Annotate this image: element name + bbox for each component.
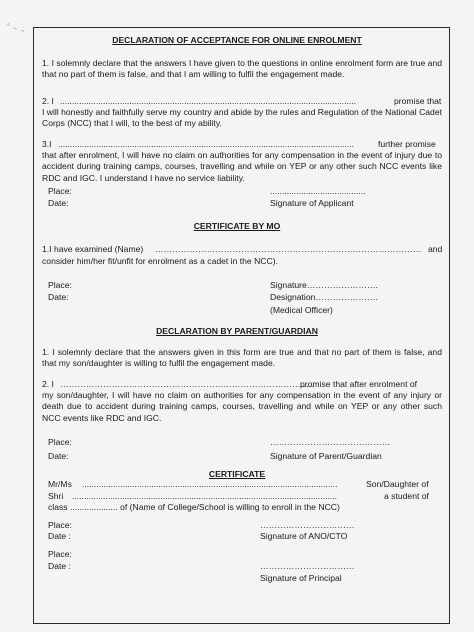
section2-designation: Designation………………….: [270, 292, 378, 302]
section2-line1-start: 1.I have examined (Name): [42, 244, 144, 254]
section2-date-label: Date:: [48, 292, 69, 302]
section1-para3-start: 3.I: [42, 139, 52, 149]
section4-date2-label: Date :: [48, 561, 71, 571]
section1-para2-start: 2. I: [42, 96, 54, 106]
section4-mrms-end: Son/Daughter of: [366, 479, 429, 489]
section3-signature-label: Signature of Parent/Guardian: [270, 451, 382, 461]
section1-para2-rest: I will honestly and faithfully serve my country and abide by the rules and Regulation of the National Cadet Corps (NCC) that I will, to the best of my ability.: [42, 107, 442, 129]
section2-signature: Signature…………………….: [270, 280, 378, 290]
section1-date-label: Date:: [48, 198, 69, 208]
section4-place-label: Place:: [48, 520, 72, 530]
section3-para2-start: 2. I: [42, 379, 54, 389]
section1-signature-line: ........................................: [270, 186, 366, 196]
section3-para2-end: promise that after enrolment of: [300, 379, 418, 389]
section1-para3-end: further promise: [378, 139, 436, 149]
section1-title: DECLARATION OF ACCEPTANCE FOR ONLINE ENROLMENT: [112, 35, 362, 45]
section1-place-label: Place:: [48, 186, 72, 196]
section2-line1-end: and: [428, 244, 443, 254]
section4-principal-signature-label: Signature of Principal: [260, 573, 342, 583]
section4-principal-signature-line: ……………………………: [260, 561, 355, 571]
section4-date-label: Date :: [48, 531, 71, 541]
section3-para2-dots: ……………………………………………………………………………..: [60, 379, 314, 389]
section1-signature-label: Signature of Applicant: [270, 198, 354, 208]
section4-shri-end: a student of: [384, 491, 429, 501]
section1-para2-end: promise that: [394, 96, 442, 106]
section2-medical-officer: (Medical Officer): [270, 305, 333, 315]
section1-para3-dots: ............................................................................................................................: [58, 139, 355, 149]
section4-mrms-dots: ...........................................................................................................: [82, 479, 338, 489]
section2-title: CERTIFICATE BY MO: [193, 221, 281, 231]
section4-class-line: class .................... of (Name of College/School is willing to enroll in the NCC): [48, 502, 340, 512]
section3-para1: 1. I solemnly declare that the answers given in this form are true and that no part of them is false, and that my son/daughter is willing to fulfil the engagement made.: [42, 347, 442, 369]
section2-place-label: Place:: [48, 280, 72, 290]
section2-line2: consider him/her fit/unfit for enrolment as a cadet in the NCC).: [42, 256, 278, 266]
section1-para2-dots: ............................................................................................................................: [60, 96, 357, 106]
section3-date-label: Date:: [48, 451, 69, 461]
section4-ano-signature-label: Signature of ANO/CTO: [260, 531, 348, 541]
section3-title: DECLARATION BY PARENT/GUARDIAN: [156, 326, 318, 336]
section4-shri-dots: ...............................................................................................................: [72, 491, 338, 501]
section3-signature-line: ……………………………………: [270, 437, 391, 447]
scan-mark: ° ~ ~: [5, 23, 27, 36]
section4-ano-signature-line: ……………………………: [260, 520, 355, 530]
section1-para3-rest: that after enrolment, I will have no claim on authorities for any compensation in the event of injury due to accident during training camps, courses, travelling and while on YEP or any other such NCC events like RDC and IGC. I understand I have no service liability.: [42, 150, 442, 183]
section3-place-label: Place:: [48, 437, 72, 447]
section2-line1-dots: …………………………………………………………………………………: [155, 244, 422, 254]
section3-para2-rest: my son/daughter, I will have no claim on authorities for any compensation in the event of any injury or death due to accident during training camps, courses, travelling and while on YEP or any other such NCC events like RDC and IGC.: [42, 390, 442, 423]
section4-title: CERTIFICATE: [208, 469, 266, 479]
section4-shri-label: Shri: [48, 491, 64, 501]
section1-para1: 1. I solemnly declare that the answers I have given to the questions in online enrolment form are true and that no part of them is false, and that I am willing to fulfil the engagement made.: [42, 58, 442, 80]
section4-place2-label: Place:: [48, 549, 72, 559]
section4-mrms-label: Mr/Ms: [48, 479, 72, 489]
